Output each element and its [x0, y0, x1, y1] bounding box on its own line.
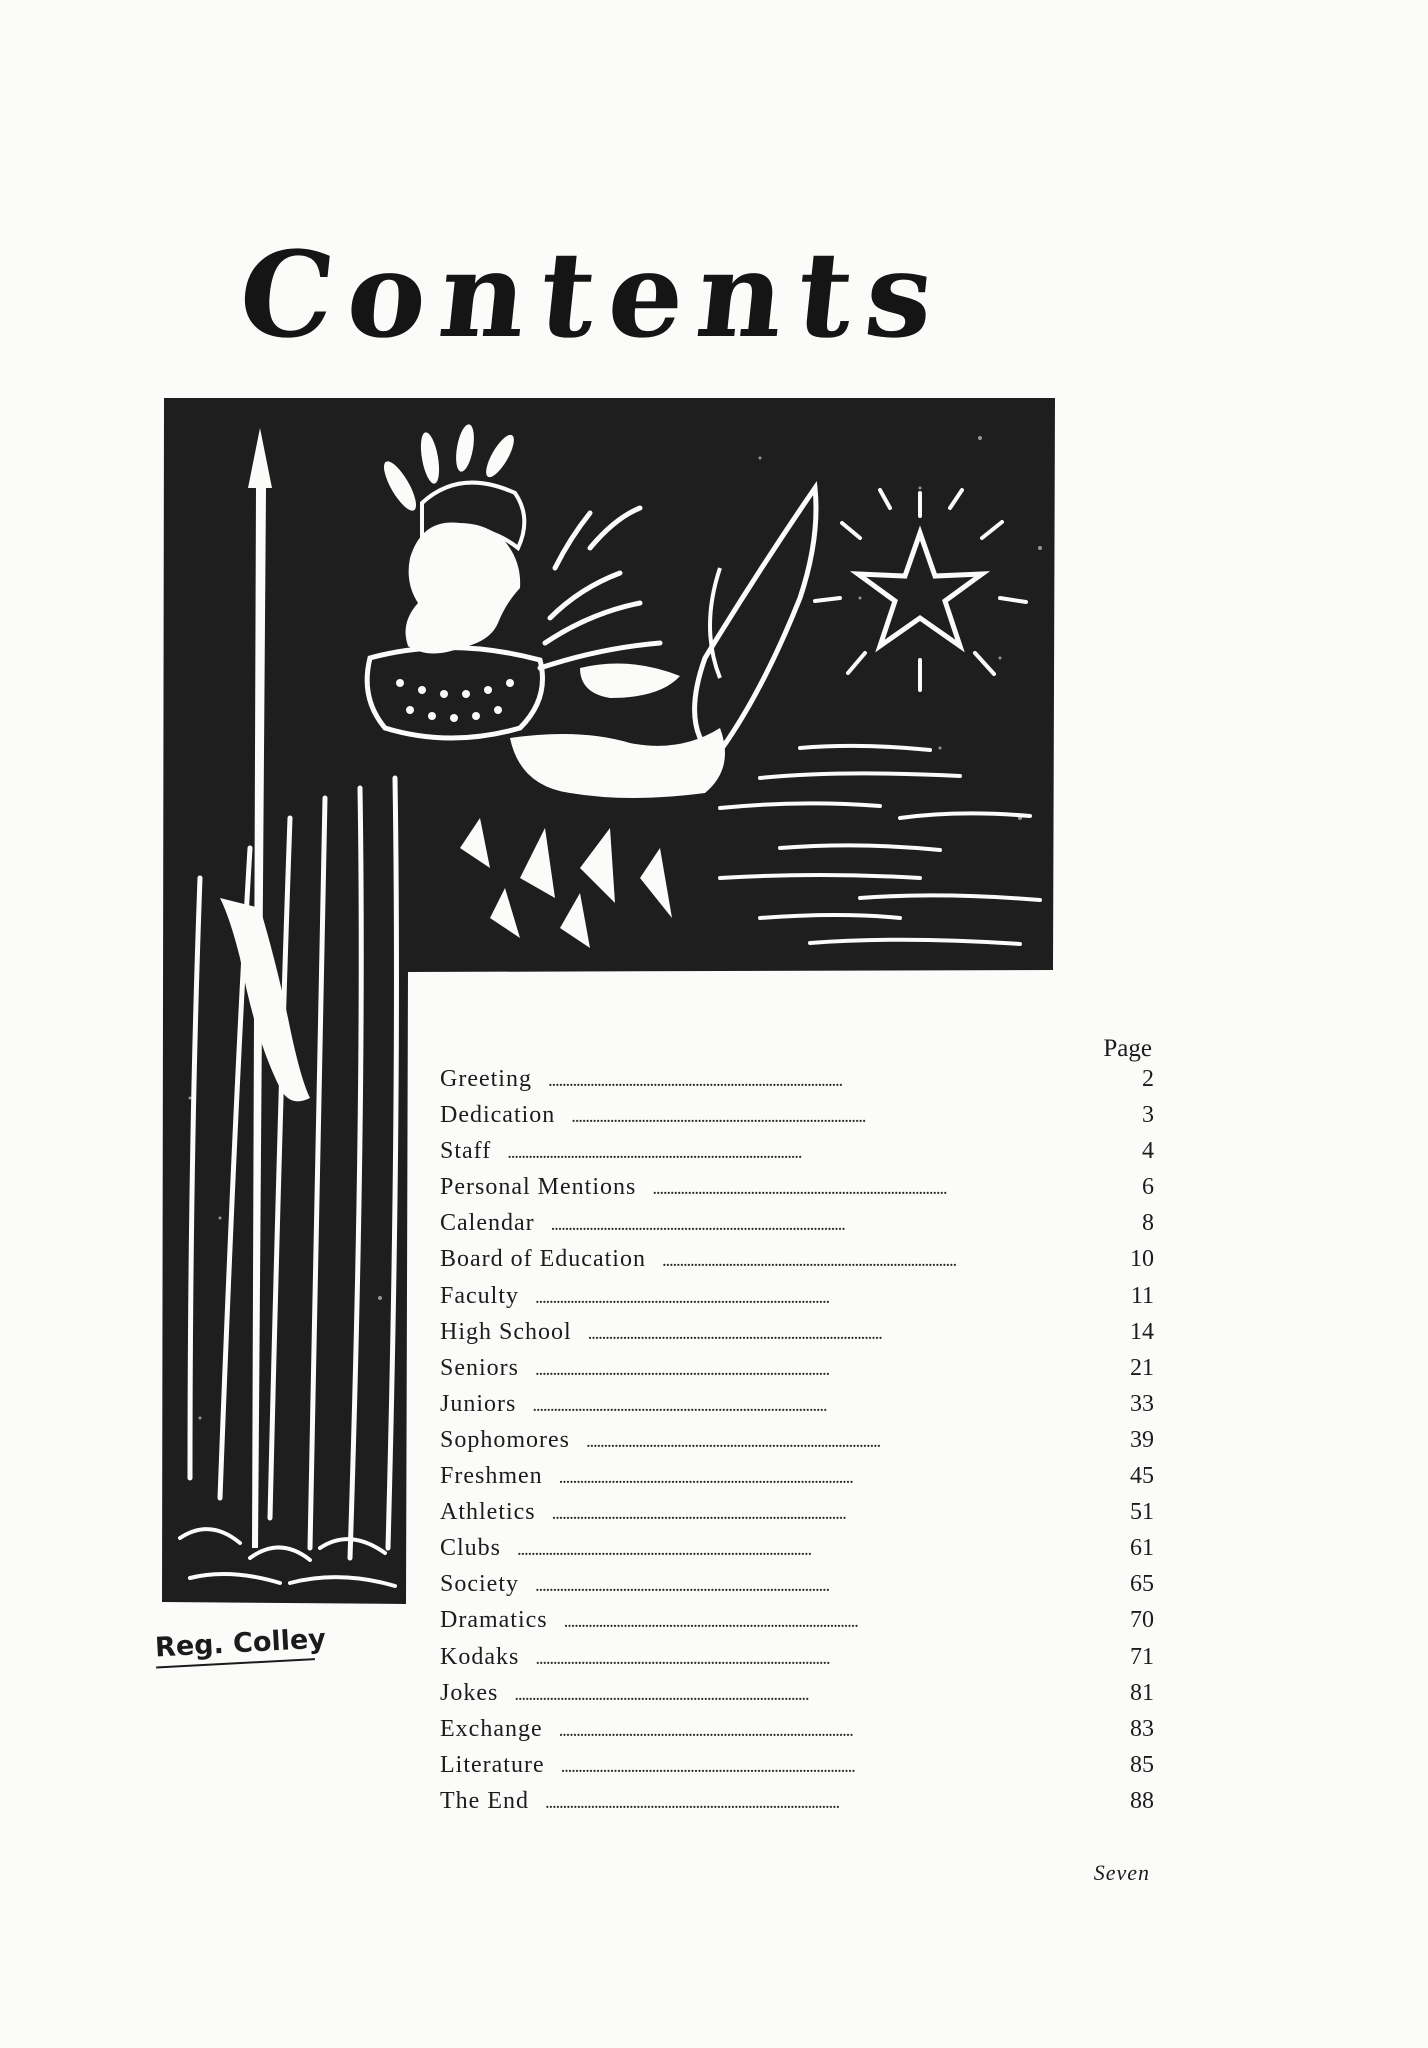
- dot-leader: [514, 1684, 1104, 1706]
- toc-entry-label: Seniors: [440, 1354, 519, 1381]
- toc-entry-page: 4: [1142, 1138, 1154, 1165]
- toc-entry-label: Dedication: [440, 1102, 556, 1129]
- toc-entry-label: Freshmen: [440, 1463, 543, 1490]
- toc-entry-label: Calendar: [440, 1210, 535, 1237]
- toc-entry-page: 33: [1130, 1390, 1154, 1417]
- toc-entry[interactable]: [440, 1102, 1154, 1138]
- dot-leader: [561, 1756, 1104, 1778]
- dot-leader: [571, 1106, 1104, 1128]
- toc-entry-label: Kodaks: [440, 1643, 520, 1670]
- page-column-header: Page: [1103, 1035, 1152, 1062]
- toc-entry[interactable]: [440, 1319, 1154, 1355]
- dot-leader: [588, 1323, 1104, 1345]
- page-folio: Seven: [1093, 1860, 1150, 1885]
- toc-entry[interactable]: [440, 1752, 1154, 1788]
- dot-leader: [586, 1431, 1104, 1453]
- toc-entry[interactable]: [440, 1246, 1154, 1282]
- toc-entry-label: Jokes: [440, 1679, 499, 1706]
- toc-entry-page: 3: [1142, 1102, 1154, 1129]
- dot-leader: [517, 1539, 1104, 1561]
- toc-entry-page: 2: [1142, 1066, 1154, 1092]
- dot-leader: [535, 1575, 1104, 1597]
- toc-list: [440, 1066, 1154, 1824]
- artist-signature: Reg. Colley: [154, 1623, 327, 1664]
- toc-entry[interactable]: [440, 1391, 1154, 1427]
- toc-entry-page: 88: [1130, 1787, 1154, 1814]
- toc-entry-page: 8: [1142, 1210, 1154, 1237]
- toc-entry-label: Society: [440, 1571, 519, 1598]
- toc-entry-label: Staff: [440, 1138, 492, 1165]
- toc-entry-page: 83: [1130, 1715, 1154, 1742]
- toc-entry[interactable]: [440, 1788, 1154, 1824]
- toc-entry-page: 85: [1130, 1751, 1154, 1778]
- toc-entry[interactable]: [440, 1571, 1154, 1607]
- toc-entry-page: 70: [1130, 1607, 1154, 1634]
- table-of-contents: [440, 1032, 1154, 1824]
- toc-entry-label: Exchange: [440, 1715, 543, 1742]
- toc-entry[interactable]: [440, 1066, 1154, 1102]
- toc-entry[interactable]: [440, 1499, 1154, 1535]
- page-title: Contents: [232, 225, 955, 364]
- dot-leader: [564, 1611, 1104, 1633]
- dot-leader: [535, 1648, 1104, 1670]
- toc-entry-page: 71: [1130, 1643, 1154, 1670]
- toc-entry-label: Personal Mentions: [440, 1174, 637, 1201]
- toc-entry-label: Greeting: [440, 1066, 532, 1092]
- toc-entry-label: High School: [440, 1318, 572, 1345]
- dot-leader: [652, 1178, 1104, 1200]
- toc-entry[interactable]: [440, 1210, 1154, 1246]
- toc-entry[interactable]: [440, 1355, 1154, 1391]
- toc-entry-page: 39: [1130, 1426, 1154, 1453]
- toc-entry-label: Clubs: [440, 1535, 502, 1562]
- toc-entry-label: Sophomores: [440, 1426, 570, 1453]
- toc-entry-page: 45: [1130, 1463, 1154, 1490]
- toc-entry-label: Dramatics: [440, 1607, 548, 1634]
- toc-entry-page: 14: [1130, 1318, 1154, 1345]
- toc-entry-page: 21: [1130, 1354, 1154, 1381]
- dot-leader: [535, 1287, 1104, 1309]
- toc-entry-page: 61: [1130, 1535, 1154, 1562]
- toc-entry-label: Literature: [440, 1751, 545, 1778]
- toc-entry-page: 51: [1130, 1499, 1154, 1526]
- toc-entry-page: 11: [1130, 1282, 1154, 1309]
- toc-entry[interactable]: [440, 1138, 1154, 1174]
- toc-entry-page: 81: [1130, 1679, 1154, 1706]
- dot-leader: [559, 1720, 1104, 1742]
- dot-leader: [548, 1070, 1104, 1092]
- dot-leader: [662, 1250, 1104, 1272]
- dot-leader: [551, 1214, 1104, 1236]
- dot-leader: [507, 1142, 1104, 1164]
- toc-entry[interactable]: [440, 1463, 1154, 1499]
- toc-entry-label: Faculty: [440, 1282, 519, 1309]
- dot-leader: [552, 1503, 1104, 1525]
- toc-entry[interactable]: [440, 1680, 1154, 1716]
- dot-leader: [532, 1395, 1104, 1417]
- toc-entry-page: 6: [1142, 1174, 1154, 1201]
- toc-entry[interactable]: [440, 1644, 1154, 1680]
- toc-entry[interactable]: [440, 1174, 1154, 1210]
- dot-leader: [535, 1359, 1104, 1381]
- dot-leader: [559, 1467, 1104, 1489]
- toc-entry[interactable]: [440, 1427, 1154, 1463]
- toc-entry-label: Juniors: [440, 1390, 517, 1417]
- toc-entry-label: Athletics: [440, 1499, 536, 1526]
- toc-entry[interactable]: [440, 1283, 1154, 1319]
- toc-entry-label: Board of Education: [440, 1246, 646, 1273]
- toc-entry-page: 65: [1130, 1571, 1154, 1598]
- toc-entry-page: 10: [1130, 1246, 1154, 1273]
- dot-leader: [545, 1792, 1104, 1814]
- toc-entry[interactable]: [440, 1607, 1154, 1643]
- toc-entry-label: The End: [440, 1787, 529, 1814]
- toc-entry[interactable]: [440, 1716, 1154, 1752]
- toc-entry[interactable]: [440, 1535, 1154, 1571]
